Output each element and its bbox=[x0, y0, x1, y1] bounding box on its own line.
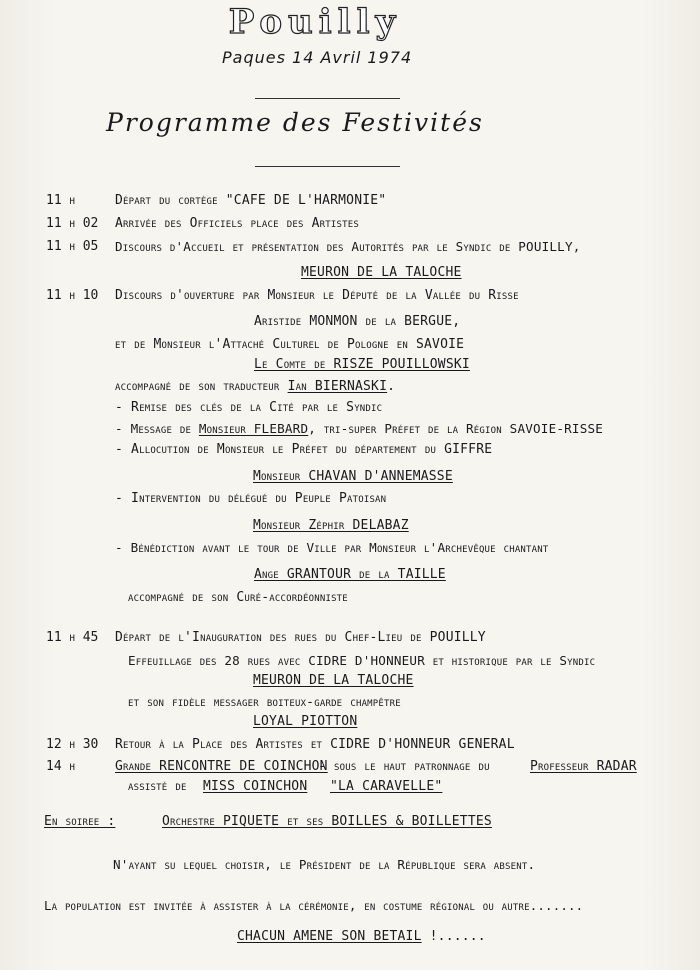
betail-tail: !...... bbox=[421, 929, 486, 944]
evening-orchestra: Orchestre PIQUETE et ses BOILLES & BOILLETTES bbox=[162, 814, 492, 829]
name-ange: Ange GRANTOUR de la TAILLE bbox=[254, 567, 446, 582]
traducteur-text: accompagné de son traducteur bbox=[115, 379, 280, 394]
president-note: N'ayant su lequel choisir, le Président de la République sera absent. bbox=[113, 857, 536, 872]
line-1230: Retour à la Place des Artistes et CIDRE D'HONNEUR GENERAL bbox=[115, 737, 515, 752]
name-zephir: Monsieur Zéphir DELABAZ bbox=[253, 518, 409, 533]
name-comte: Le Comte de RISZE POUILLOWSKI bbox=[254, 357, 470, 372]
name-radar: Professeur RADAR bbox=[530, 759, 637, 774]
time-1230: 12 h 30 bbox=[46, 737, 99, 752]
event-date: Paques 14 Avril 1974 bbox=[222, 48, 413, 67]
time-1105: 11 h 05 bbox=[46, 239, 99, 254]
time-1110: 11 h 10 bbox=[46, 288, 99, 303]
line-intervention: - Intervention du délégué du Peuple Patoisan bbox=[115, 491, 387, 506]
line-effeuillage: Effeuillage des 28 rues avec CIDRE D'HONNEUR et historique par le Syndic bbox=[128, 653, 596, 668]
line-benediction: - Bénédiction avant le tour de Ville par Monsieur l'Archevêque chantant bbox=[115, 540, 549, 555]
name-aristide: Aristide MONMON de la BERGUE, bbox=[254, 314, 461, 329]
line-fidele: et son fidèle messager boiteux-garde champêtre bbox=[128, 695, 401, 710]
betail-text: CHACUN AMENE SON BETAIL bbox=[237, 929, 422, 944]
betail-line bbox=[237, 929, 486, 944]
line-attache: et de Monsieur l'Attaché Culturel de Pologne en SAVOIE bbox=[115, 337, 465, 352]
line-1145: Départ de l'Inauguration des rues du Chef-Lieu de POUILLY bbox=[115, 630, 486, 645]
time-14: 14 h bbox=[46, 759, 75, 774]
line-cure: accompagné de son Curé-accordéonniste bbox=[128, 590, 348, 605]
time-1100: 11 h bbox=[46, 193, 75, 208]
traducteur-end: . bbox=[387, 379, 396, 394]
name-chavan: Monsieur CHAVAN D'ANNEMASSE bbox=[253, 469, 453, 484]
line-remise: - Remise des clés de la Cité par le Syndic bbox=[115, 400, 383, 415]
line-1102: Arrivée des Officiels place des Artistes bbox=[115, 216, 360, 231]
line-assiste: assisté de bbox=[128, 779, 187, 794]
name-caravelle: "LA CARAVELLE" bbox=[330, 779, 443, 794]
evening-label: En soiree : bbox=[44, 814, 116, 829]
divider-bottom bbox=[255, 166, 400, 167]
name-miss: MISS COINCHON bbox=[203, 779, 308, 794]
message-text: - Message de bbox=[115, 421, 192, 436]
name-grande-rencontre: Grande RENCONTRE DE COINCHON bbox=[115, 759, 328, 774]
line-message bbox=[115, 421, 603, 436]
name-flebard: Monsieur FLEBARD bbox=[198, 421, 309, 436]
name-loyal: LOYAL PIOTTON bbox=[253, 714, 358, 729]
line-1105: Discours d'Accueil et présentation des Autorités par le Syndic de POUILLY, bbox=[115, 239, 581, 254]
line-allocution: - Allocution de Monsieur le Préfet du département du GIFFRE bbox=[115, 442, 493, 457]
divider-top bbox=[255, 98, 400, 99]
programme-heading: Programme des Festivités bbox=[106, 108, 484, 137]
line-1100: Départ du cortège "CAFE DE L'HARMONIE" bbox=[115, 193, 387, 208]
line-14-mid: - sous le haut patronnage du bbox=[318, 759, 490, 774]
name-meuron-2: MEURON DE LA TALOCHE bbox=[253, 673, 414, 688]
name-ian: Ian BIERNASKI bbox=[287, 379, 388, 394]
time-1102: 11 h 02 bbox=[46, 216, 99, 231]
time-1145: 11 h 45 bbox=[46, 630, 99, 645]
message-rest: , tri-super Préfet de la Région SAVOIE-RISSE bbox=[308, 421, 604, 436]
population-note: La population est invitée à assister à la cérémonie, en costume régional ou autre....... bbox=[44, 898, 584, 913]
line-1110: Discours d'ouverture par Monsieur le Député de la Vallée du Risse bbox=[115, 288, 519, 303]
line-traducteur bbox=[115, 379, 395, 394]
page-title: Pouilly bbox=[228, 2, 402, 42]
name-meuron-1: MEURON DE LA TALOCHE bbox=[301, 265, 462, 280]
